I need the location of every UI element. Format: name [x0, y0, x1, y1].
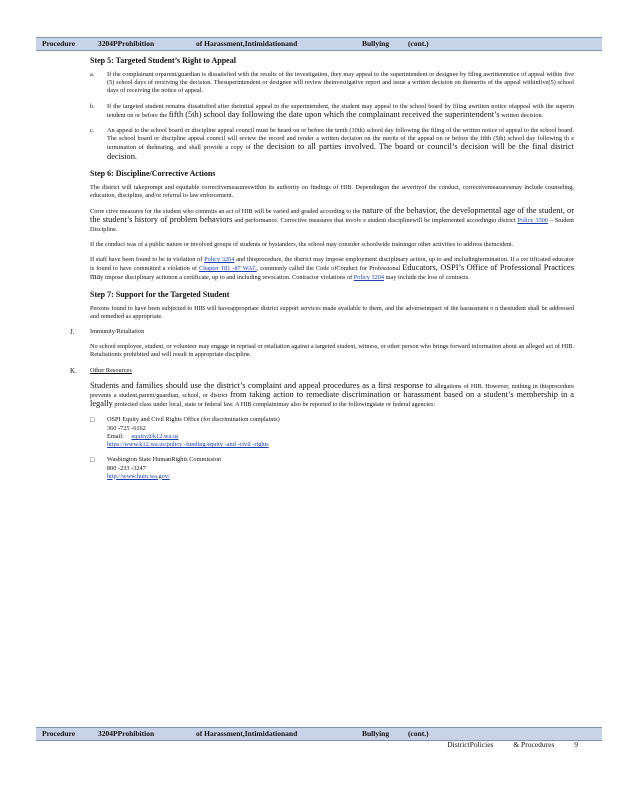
policy-3300-link[interactable]: Policy 3300	[517, 217, 548, 225]
item-text-large: the decision to all parties involved. The board or council’s decision will be the final district decision.	[107, 142, 575, 161]
footer-procedures: & Procedures	[513, 740, 555, 749]
text: Corre ctive measures for the student who commits an act of HIB will be varied and graded according to the	[90, 208, 361, 216]
text: and thisprocedure, the district may impose employment disciplinary action, up to and includingtermination. If a cer tificated educator is found to have committed a violation of	[90, 256, 575, 273]
header-bullying: Bullying	[362, 39, 390, 48]
step6-paragraph-1: The district will takeprompt and equitable correctivemeasureswithin its authority on findings of HIB. Dependingon the severityof the conduct, correctivemeasuresmay include counseling, education, discipline, and/or referral to law enforcement.	[90, 183, 574, 200]
resource-email-row	[107, 433, 574, 441]
ospi-website-link[interactable]: https://www.k12.wa.us/policy -funding/equity -and -civil -rights	[107, 441, 269, 449]
header-band	[36, 37, 602, 51]
text: and performance. Corrective measures that involv e student disciplinewill be implemented accordingto district	[234, 217, 516, 225]
header-procedure: Procedure	[42, 39, 76, 48]
step6-heading: Step 6: Discipline/Corrective Actions	[90, 168, 216, 178]
text: y impose disciplinary actionon a certificate, up to and including revocation. Contractor violations of	[100, 274, 353, 282]
step5-item-b	[90, 103, 574, 120]
step7-heading: Step 7: Support for the Targeted Student	[90, 289, 230, 299]
section-j-title: Immunity/Retaliation	[90, 328, 145, 336]
step7-paragraph-1: Persons found to have been subjected to HIB will haveappropriate district support services made available to them, and the adverseimpact of the harassment o n thestudent shall be addressed and remedied as appropriate.	[90, 304, 574, 320]
text: protected class under local, state or federal law. A HIB complaintmay also be reported to the followingstate or federal agencies:	[114, 401, 436, 409]
section-j	[70, 328, 574, 360]
resource-phone: 360 -725 -6162	[107, 424, 146, 432]
footer-band	[36, 727, 602, 741]
text: , commonly called the Code ofConduct for Professional	[256, 265, 401, 273]
item-text-tail: written decision.	[501, 111, 544, 119]
step5-item-c	[90, 127, 574, 162]
item-label: a.	[90, 71, 95, 78]
step6-paragraph-4	[90, 256, 574, 283]
header-code-title: 3204PProhibition	[98, 39, 155, 48]
section-j-label: J.	[70, 328, 75, 337]
footer-procedure: Procedure	[42, 729, 76, 738]
item-label: b.	[90, 102, 95, 110]
header-cont: (cont.)	[408, 39, 429, 48]
hrc-website-link[interactable]: http://www.hum.wa.gov/	[107, 472, 170, 480]
ospi-email-link[interactable]: equity@k12.wa.us	[131, 432, 179, 440]
text: If staff have been found to be in violation of	[90, 256, 203, 264]
step5-item-a	[90, 71, 574, 96]
section-k	[70, 366, 575, 481]
footer-cont: (cont.)	[408, 729, 429, 738]
section-j-paragraph: No school employee, student, or volunteer may engage in reprisal or retaliation against a targeted student, witness, or other person who brings forward information about an alleged act of HIB. Retaliationis prohibited and will result in appropriate discipline.	[90, 343, 574, 359]
resource-washington-hrc	[90, 456, 574, 481]
footer-of-harassment: of Harassment,Intimidationand	[196, 729, 298, 738]
step6-paragraph-3: If the conduct was of a public nature or involved groups of students or bystanders, the school may consider schoolwide trainingor other activities to address theincident.	[90, 240, 514, 248]
text-large: Students and families should use the district’s complaint and appeal procedures as a first response to	[90, 380, 433, 390]
page-number: 9	[574, 740, 578, 749]
text-large: from taking action to remediate discrimination or harassment based on a student’s membership in a legally	[90, 390, 575, 409]
text: – Student Discipline.	[90, 217, 575, 233]
item-text-large: fifth (5th) school day following the date upon which the complainant received the superintendent’s	[168, 109, 500, 119]
item-text: If the complainant orparent/guardian is dissatisfied with the results of the investigation, they may appeal to the superintendent or designee by filing awrittennotice of appeal within five (5) school days of receiving the decision. Thesuperintendent or designee will review theinvestigative report and issue a written decision on themerits of the appeal withinfive(5) school days of receiving the notice of appeal.	[107, 71, 574, 95]
item-label: c.	[90, 127, 95, 135]
section-k-paragraph	[90, 382, 574, 410]
step6-paragraph-2	[90, 207, 574, 234]
checkbox-bullet-icon: □	[90, 456, 95, 465]
header-of-harassment: of Harassment,Intimidationand	[196, 39, 298, 48]
resource-name: Washington State HumanRights Commission	[107, 456, 222, 464]
text: may include the loss of contracts.	[385, 274, 470, 282]
document-body	[70, 56, 575, 488]
policy-3204-link[interactable]: Policy 3204	[204, 256, 235, 264]
text-large: nature of the behavior, the developmental age of the student, or the student’s history of problem behaviors	[90, 206, 574, 225]
footer-district-policies: DistrictPolicies	[447, 740, 494, 749]
item-text: An appeal to the school board or discipline appeal council must be heard on or before the tenth (10th) school day following the filing of the written notice of appeal to the school board. The school board or discipline appeal council will review the record and render a written decision on the merits of the appeal on or before the fifth (5th) school day following th e termination of thehearing, and shall provide a copy of	[107, 127, 574, 152]
resource-name: OSPI Equity and Civil Rights Office (for discrimination complaints)	[107, 416, 280, 424]
section-k-title: Other Resources	[90, 366, 132, 374]
checkbox-bullet-icon: □	[90, 416, 95, 425]
chapter-181-87-wac-link[interactable]: Chapter 181 -87 WAC	[199, 265, 257, 273]
email-label: Email:	[107, 432, 124, 440]
resource-ospi	[90, 416, 574, 449]
footer-code-title: 3204PProhibition	[98, 729, 155, 738]
text: allegations of HIB. However, nothing in thisprocedure prevents a student,parent/guardian, school, or district	[90, 382, 574, 400]
step5-heading: Step 5: Targeted Student’s Right to Appeal	[90, 56, 236, 65]
policy-3204-link-2[interactable]: Policy 3204	[353, 274, 385, 282]
item-text: If the targeted student remains dissatisfied after theinitial appeal to the superintendent, the student may appeal to the school board by filing awritten notice ofappeal with the superin tendent on or before the	[107, 102, 574, 119]
footer-bullying: Bullying	[362, 729, 390, 738]
resource-phone: 800 -233 -3247	[107, 464, 146, 472]
section-k-label: K.	[70, 366, 77, 375]
text-large: Educators, OSPI’s Office of Professional Practices ma	[90, 263, 574, 282]
page-footer	[429, 740, 578, 749]
